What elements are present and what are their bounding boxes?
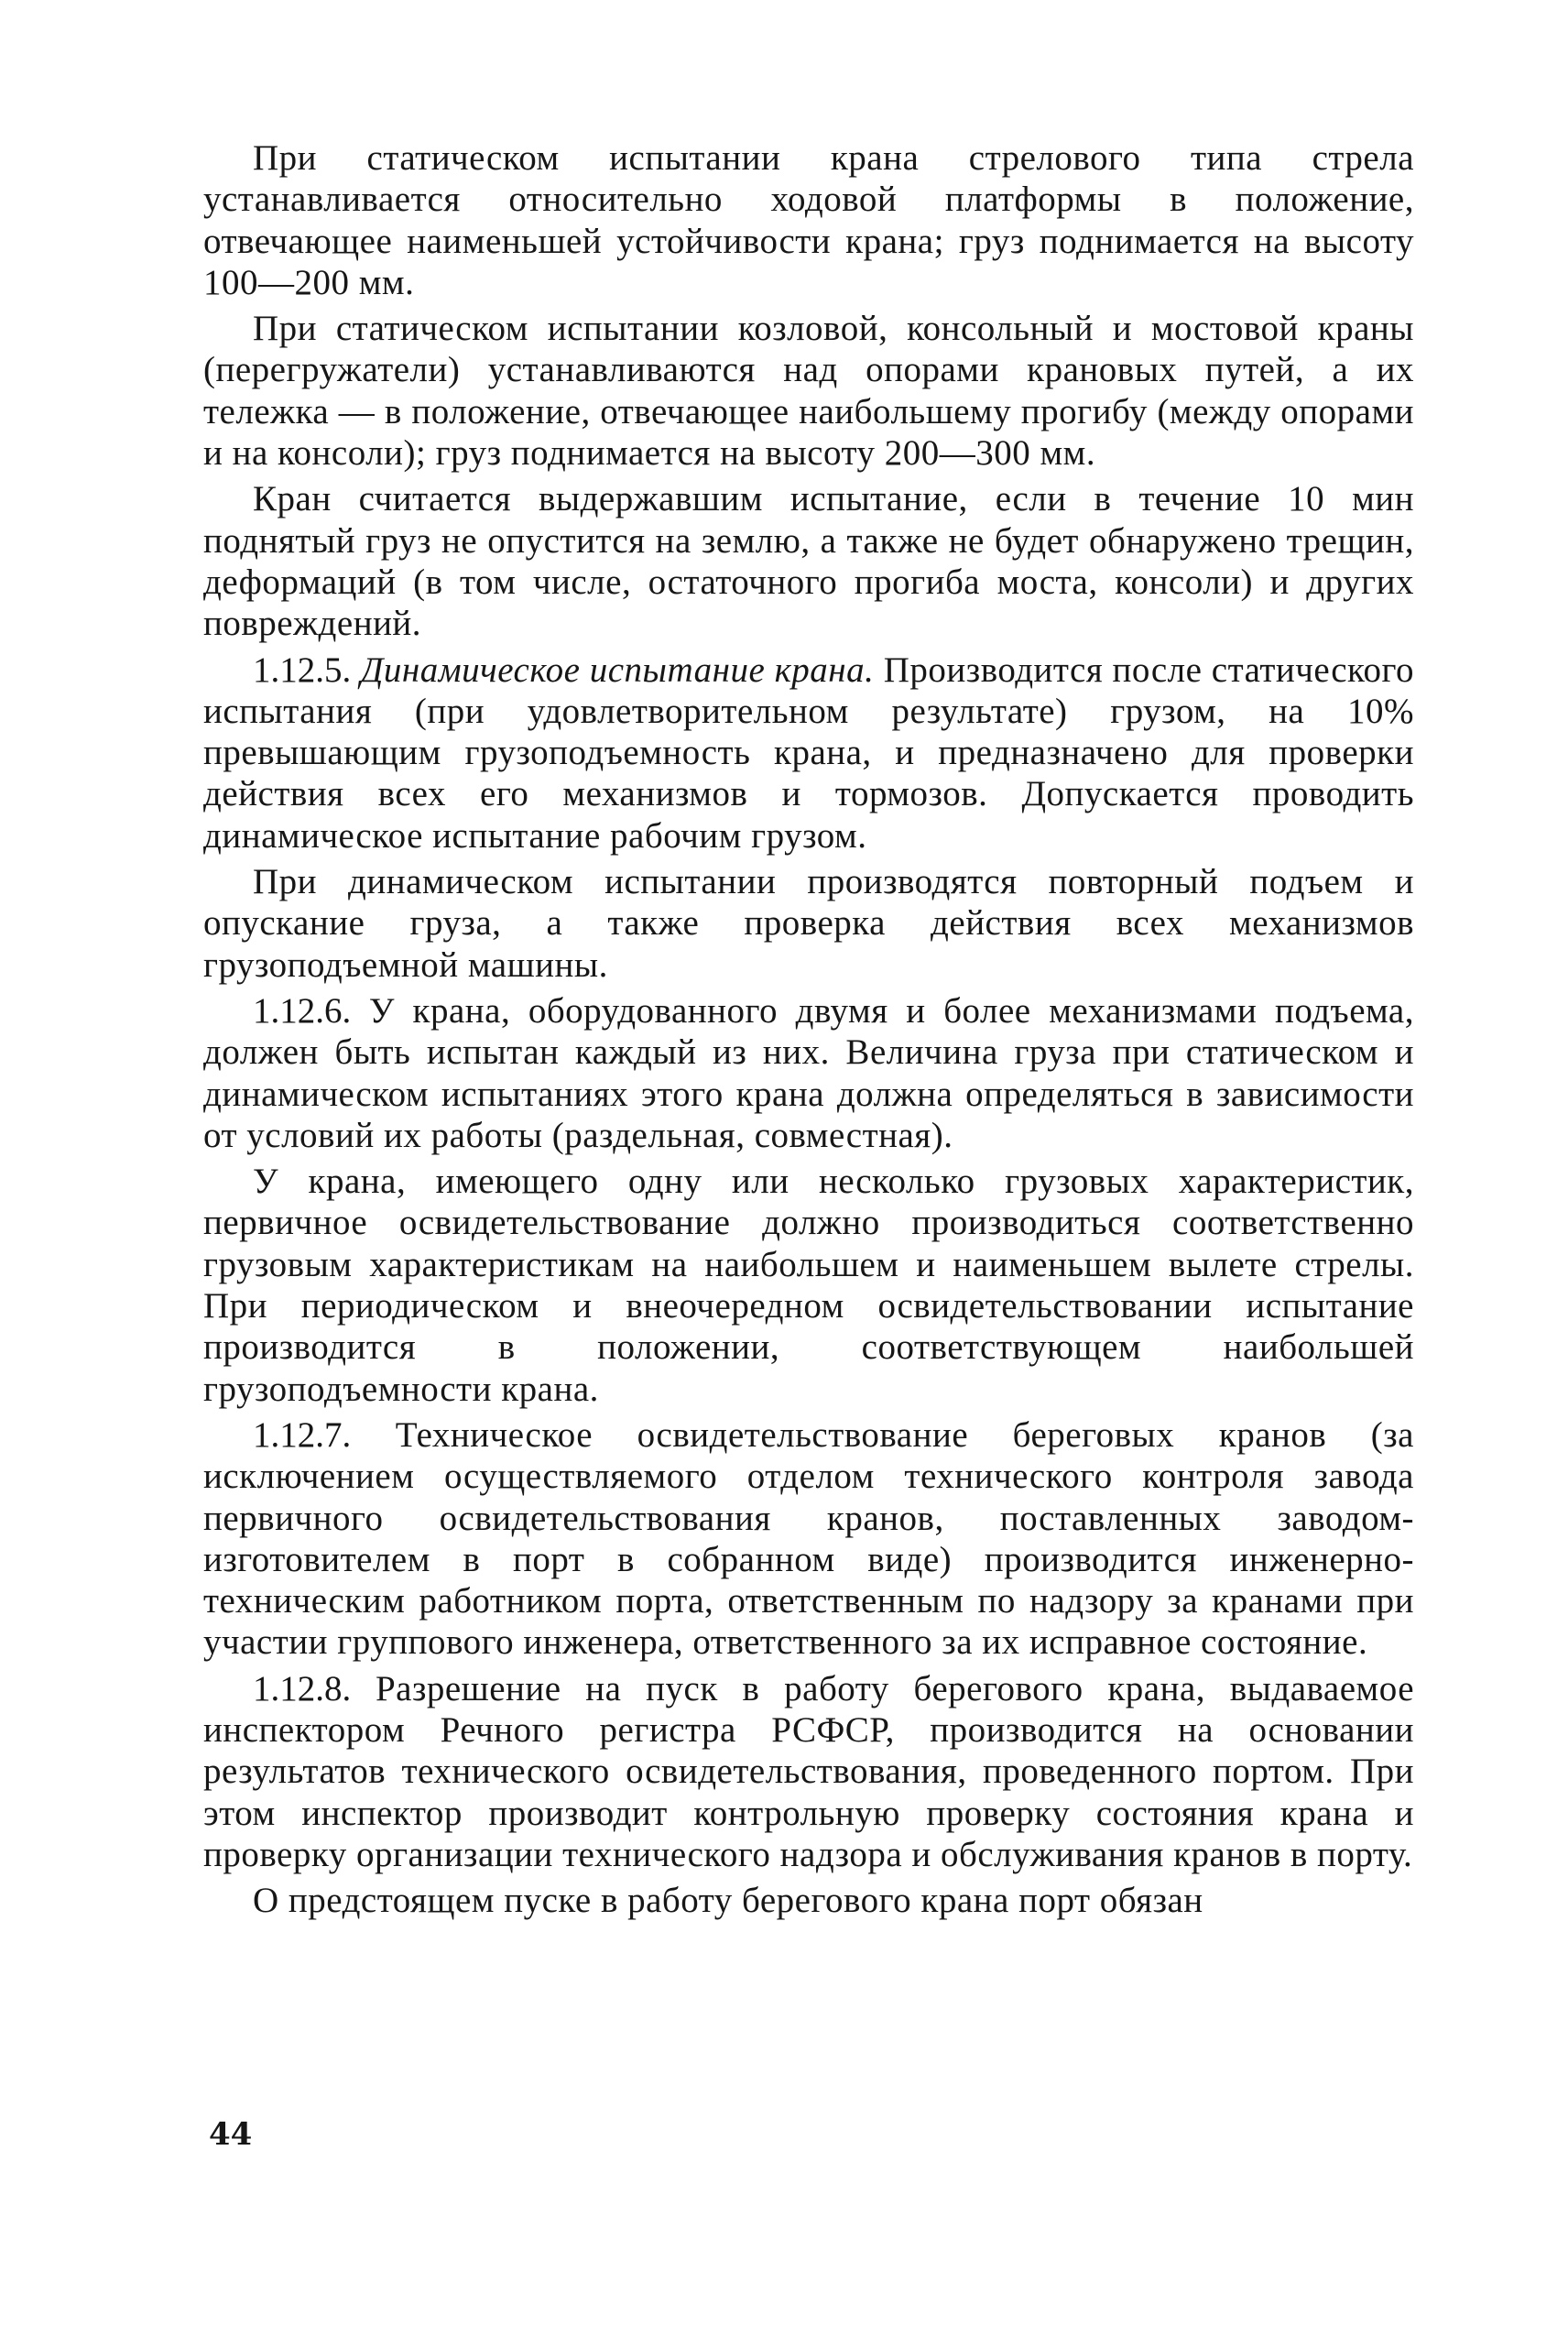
paragraph-1-12-5 (203, 649, 1414, 857)
section-number: 1.12.7. (253, 1414, 352, 1455)
section-heading: Динамическое испытание крана. (360, 649, 875, 690)
paragraph-text: У крана, имеющего одну или несколько грузовых характеристик, первичное освидетельствование должно производиться соответственно грузовым характеристикам на наибольшем и наименьшем вылете стрелы. При периодическом и внеочередном освидетельствовании испытание производится в положении, соответствующем наибольшей грузоподъемности крана. (203, 1162, 1414, 1409)
paragraph-dynamic-test-details (203, 861, 1414, 986)
paragraph-text: При статическом испытании козловой, консольный и мостовой краны (перегружатели) устанавливаются над опорами крановых путей, а их тележка — в положение, отвечающее наибольшему прогибу (между опорами и на консоли); груз поднимается на высоту 200—300 мм. (203, 309, 1414, 474)
paragraph-static-test-boom-crane (203, 137, 1414, 303)
paragraph-text: У крана, оборудованного двумя и более механизмами подъема, должен быть испытан каждый из них. Величина груза при статическом и динамическом испытаниях этого крана должна определяться в зависимости от условий их работы (раздельная, совместная). (203, 990, 1414, 1155)
section-number: 1.12.6. (253, 990, 352, 1031)
page-number: 44 (209, 2116, 253, 2153)
paragraph-test-passed-criteria (203, 478, 1414, 644)
section-number: 1.12.5. (253, 649, 352, 690)
paragraph-text: Производится после статического испытания (при удовлетворительном результате) грузом, на 10% превышающим грузоподъемность крана, и предназначено для проверки действия всех его механизмов и тормозов. Допускается проводить динамическое испытание рабочим грузом. (203, 649, 1415, 856)
section-number: 1.12.8. (253, 1668, 352, 1708)
paragraph-text: Кран считается выдержавшим испытание, если в течение 10 мин поднятый груз не опустится на землю, а также не будет обнаружено трещин, деформаций (в том числе, остаточного прогиба моста, консоли) и других повреждений. (203, 479, 1414, 644)
paragraph-1-12-7 (203, 1414, 1414, 1664)
paragraph-load-characteristics (203, 1161, 1414, 1410)
paragraph-text: Разрешение на пуск в работу берегового крана, выдаваемое инспектором Речного регистра РСФСР, производится на основании результатов технического освидетельствования, проведенного портом. При этом инспектор производит контрольную проверку состояния крана и проверку организации технического надзора и обслуживания кранов в порту. (203, 1668, 1415, 1874)
paragraph-text: Техническое освидетельствование береговых кранов (за исключением осуществляемого отделом технического контроля завода первичного освидетельствования кранов, поставленных заводом-изготовителем в порт в собранном виде) производится инженерно-техническим работником порта, ответственным по надзору за кранами при участии группового инженера, ответственного за их исправное состояние. (203, 1414, 1414, 1663)
paragraph-1-12-6 (203, 990, 1414, 1156)
paragraph-static-test-gantry-crane (203, 308, 1414, 474)
paragraph-text: О предстоящем пуске в работу берегового крана порт обязан (253, 1881, 1203, 1921)
paragraph-1-12-8 (203, 1668, 1414, 1875)
body-text (203, 137, 1414, 1926)
paragraph-text: При динамическом испытании производятся повторный подъем и опускание груза, а также проверка действия всех механизмов грузоподъемной машины. (203, 862, 1414, 985)
paragraph-text: При статическом испытании крана стрелового типа стрела устанавливается относительно ходовой платформы в положение, отвечающее наименьшей устойчивости крана; груз поднимается на высоту 100—200 мм. (203, 138, 1414, 302)
paragraph-upcoming-launch (203, 1880, 1414, 1921)
